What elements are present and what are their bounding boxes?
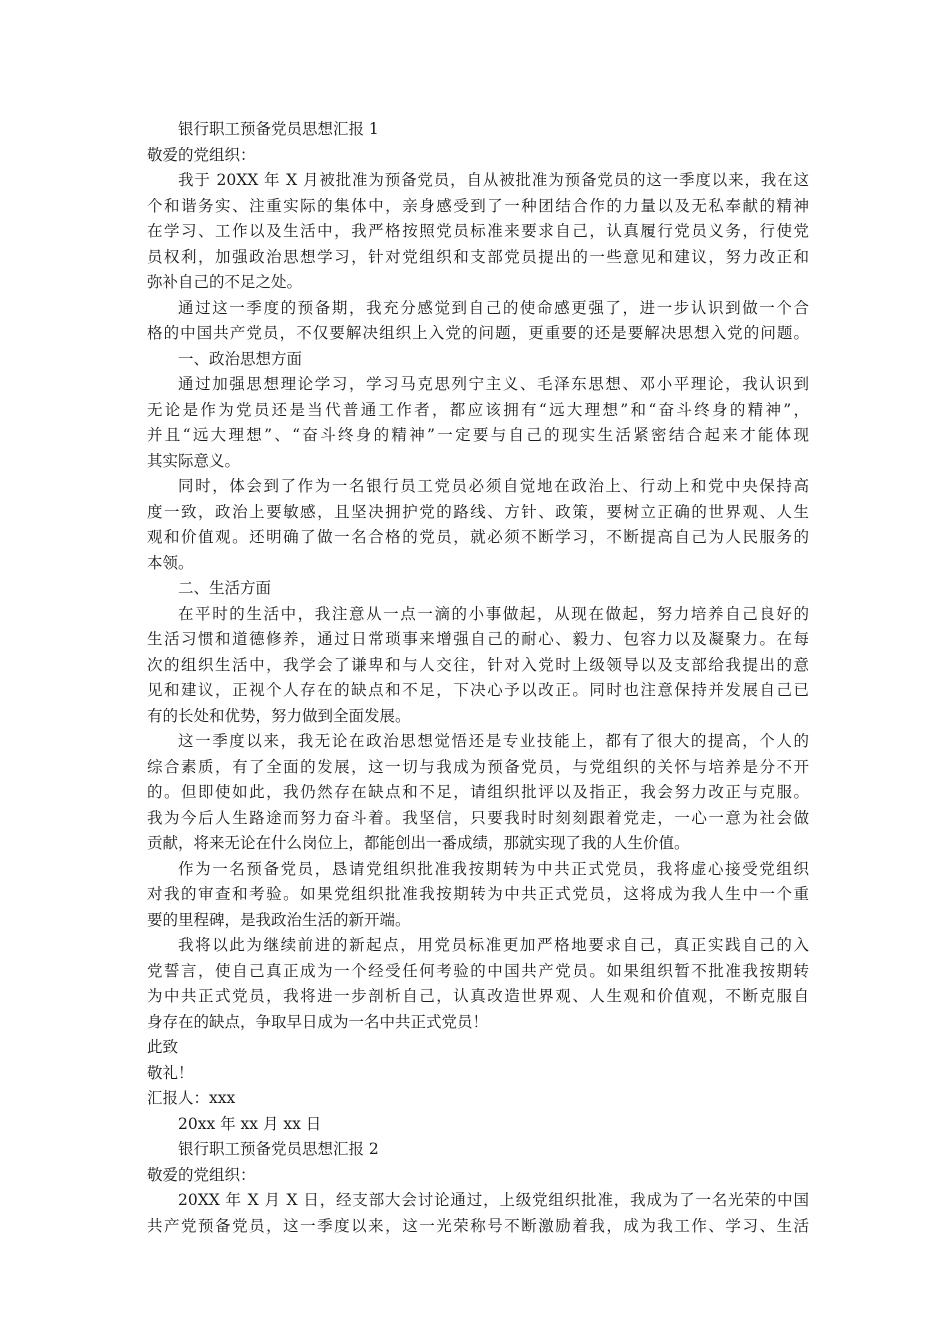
text-line: 次的组织生活中，我学会了谦卑和与人交往，针对入党时上级领导以及支部给我提出的意 bbox=[147, 655, 809, 674]
text-line: 我于 20XX 年 X 月被批准为预备党员，自从被批准为预备党员的这一季度以来，我在这 bbox=[178, 171, 809, 189]
text-line: 银行职工预备党员思想汇报 1 bbox=[178, 120, 379, 138]
text-line: 党誓言，使自己真正成为一个经受任何考验的中国共产党员。如果组织暂不批准我按期转 bbox=[147, 961, 809, 980]
text-line: 并且“远大理想”、“奋斗终身的精神”一定要与自己的现实生活紧密结合起来才能体现 bbox=[147, 426, 809, 444]
text-line: 无论是作为党员还是当代普通工作者，都应该拥有“远大理想”和“奋斗终身的精神”， bbox=[147, 400, 809, 419]
text-line: 银行职工预备党员思想汇报 2 bbox=[178, 1140, 379, 1158]
text-line: 作为一名预备党员，恳请党组织批准我按期转为中共正式党员，我将虚心接受党组织 bbox=[178, 859, 809, 878]
text-line: 在平时的生活中，我注意从一点一滴的小事做起，从现在做起，努力培养自己良好的 bbox=[178, 604, 809, 623]
text-line: 20xx 年 xx 月 xx 日 bbox=[178, 1114, 322, 1133]
document-page bbox=[147, 117, 809, 1239]
text-line: 见和建议，正视个人存在的缺点和不足，下决心予以改正。同时也注意保持并发展自己已 bbox=[147, 681, 809, 699]
text-line: 个和谐务实、注重实际的集体中，亲身感受到了一种团结合作的力量以及无私奉献的精神 bbox=[147, 196, 809, 215]
text-line: 通过加强思想理论学习，学习马克思列宁主义、毛泽东思想、邓小平理论，我认识到 bbox=[178, 375, 809, 393]
text-line: 要的里程碑，是我政治生活的新开端。 bbox=[147, 910, 411, 929]
text-line: 20XX 年 X 月 X 日，经支部大会讨论通过，上级党组织批准，我成为了一名光荣的中国 bbox=[178, 1191, 809, 1209]
text-line: 其实际意义。 bbox=[147, 451, 241, 470]
text-line: 综合素质，有了全面的发展，这一切与我成为预备党员，与党组织的关怀与培养是分不开 bbox=[147, 757, 809, 776]
text-line: 一、政治思想方面 bbox=[178, 349, 303, 368]
text-line: 身存在的缺点，争取早日成为一名中共正式党员！ bbox=[147, 1012, 489, 1031]
text-line: 我将以此为继续前进的新起点，用党员标准更加严格地要求自己，真正实践自己的入 bbox=[178, 936, 809, 954]
text-line: 我为今后人生路途而努力奋斗着。我坚信，只要我时时刻刻跟着党走，一心一意为社会做 bbox=[147, 808, 809, 827]
text-line: 格的中国共产党员，不仅要解决组织上入党的问题，更重要的还是要解决思想入党的问题。 bbox=[147, 324, 809, 342]
text-line: 同时，体会到了作为一名银行员工党员必须自觉地在政治上、行动上和党中央保持高 bbox=[178, 477, 809, 495]
text-line: 的。但即使如此，我仍然存在缺点和不足，请组织批评以及指正，我会努力改正与克服。 bbox=[147, 783, 809, 801]
text-line: 敬礼！ bbox=[147, 1063, 194, 1082]
text-line: 汇报人：xxx bbox=[147, 1089, 236, 1107]
text-line: 对我的审查和考验。如果党组织批准我按期转为中共正式党员，这将成为我人生中一个重 bbox=[147, 885, 809, 903]
text-line: 此致 bbox=[147, 1038, 179, 1056]
text-line: 有的长处和优势，努力做到全面发展。 bbox=[147, 706, 411, 725]
text-line: 贡献，将来无论在什么岗位上，都能创出一番成绩，那就实现了我的人生价值。 bbox=[147, 834, 690, 852]
text-line: 度一致，政治上要敏感，且坚决拥护党的路线、方针、政策，要树立正确的世界观、人生 bbox=[147, 502, 809, 521]
text-line: 本领。 bbox=[147, 553, 194, 572]
text-line: 二、生活方面 bbox=[178, 579, 272, 597]
text-line: 这一季度以来，我无论在政治思想觉悟还是专业技能上，都有了很大的提高，个人的 bbox=[178, 732, 809, 750]
text-line: 在学习、工作以及生活中，我严格按照党员标准来要求自己，认真履行党员义务，行使党 bbox=[147, 222, 809, 240]
text-line: 生活习惯和道德修养，通过日常琐事来增强自己的耐心、毅力、包容力以及凝聚力。在每 bbox=[147, 630, 809, 648]
text-line: 为中共正式党员，我将进一步剖析自己，认真改造世界观、人生观和价值观，不断克服自 bbox=[147, 987, 809, 1005]
text-line: 弥补自己的不足之处。 bbox=[147, 273, 303, 291]
text-line: 通过这一季度的预备期，我充分感觉到自己的使命感更强了，进一步认识到做一个合 bbox=[178, 298, 809, 317]
text-line: 共产党预备党员，这一季度以来，这一光荣称号不断激励着我，成为我工作、学习、生活 bbox=[147, 1216, 809, 1235]
text-line: 员权利，加强政治思想学习，针对党组织和支部党员提出的一些意见和建议，努力改正和 bbox=[147, 247, 809, 266]
text-line: 敬爱的党组织： bbox=[147, 145, 256, 164]
text-line: 敬爱的党组织： bbox=[147, 1165, 256, 1184]
text-line: 观和价值观。还明确了做一名合格的党员，就必须不断学习，不断提高自己为人民服务的 bbox=[147, 528, 809, 546]
